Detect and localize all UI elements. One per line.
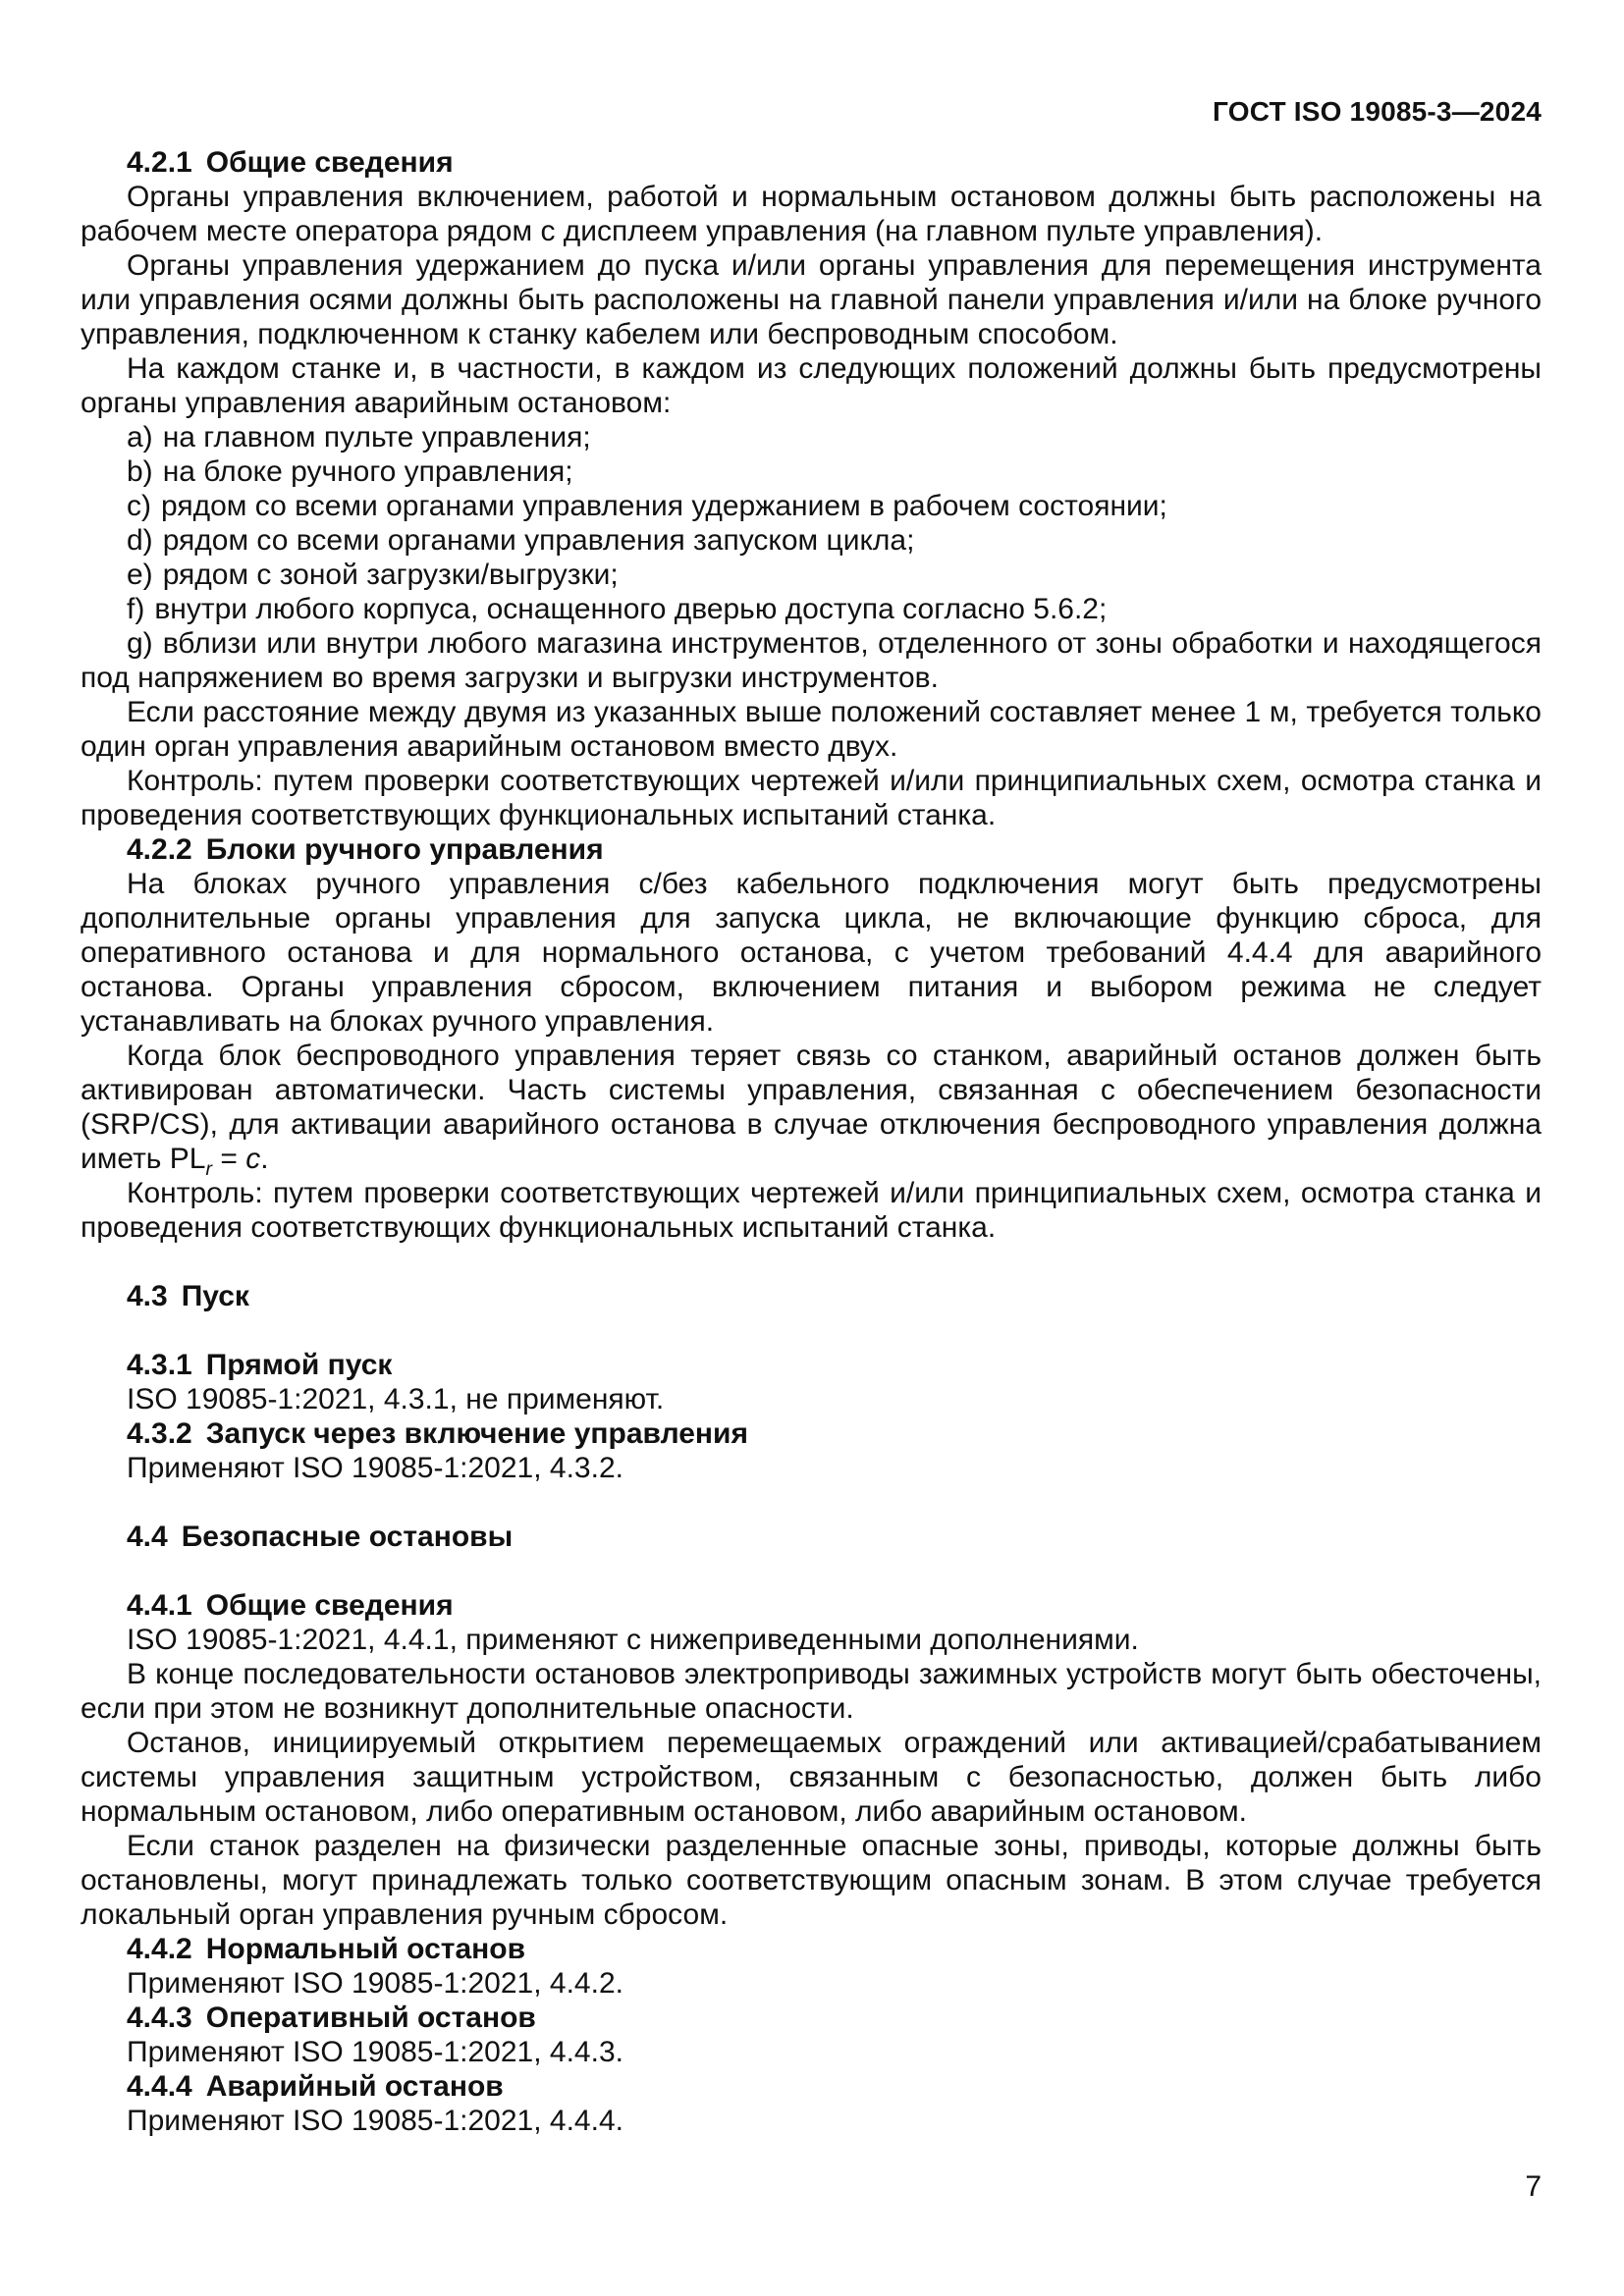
heading-4.4: 4.4 Безопасные остановы bbox=[127, 1521, 514, 1553]
list-item: g) вблизи или внутри любого магазина инструментов, отделенного от зоны обработки и находящегося под напряжением во время загрузки и выгрузки инструментов. bbox=[81, 627, 1542, 694]
heading-number: 4.4.4 bbox=[127, 2070, 192, 2103]
paragraph: В конце последовательности остановов электроприводы зажимных устройств могут быть обесточены, если при этом не возникнут дополнительные опасности. bbox=[81, 1658, 1542, 1725]
heading-number: 4.4.1 bbox=[127, 1589, 192, 1622]
paragraph: Контроль: путем проверки соответствующих чертежей и/или принципиальных схем, осмотра станка и проведения соответствующих функциональных испытаний станка. bbox=[81, 1177, 1542, 1244]
heading-4.3: 4.3 Пуск bbox=[127, 1280, 249, 1312]
list-marker: e) bbox=[127, 559, 153, 591]
heading-4.3.2: 4.3.2 Запуск через включение управления bbox=[127, 1417, 748, 1450]
list-item: f) внутри любого корпуса, оснащенного дверью доступа согласно 5.6.2; bbox=[127, 593, 1108, 625]
list-item: c) рядом со всеми органами управления удержанием в рабочем состоянии; bbox=[127, 490, 1167, 522]
list-marker: a) bbox=[127, 421, 153, 454]
heading-4.4.2: 4.4.2 Нормальный останов bbox=[127, 1933, 526, 1965]
list-item: b) на блоке ручного управления; bbox=[127, 455, 573, 488]
list-marker: c) bbox=[127, 490, 151, 522]
heading-4.3.1: 4.3.1 Прямой пуск bbox=[127, 1349, 393, 1381]
paragraph: Применяют ISO 19085-1:2021, 4.4.3. bbox=[127, 2036, 623, 2068]
paragraph: ISO 19085-1:2021, 4.4.1, применяют с нижеприведенными дополнениями. bbox=[127, 1624, 1139, 1656]
heading-number: 4.4.2 bbox=[127, 1933, 192, 1965]
document-content bbox=[81, 145, 1542, 2204]
list-marker: g) bbox=[127, 627, 153, 660]
paragraph: На каждом станке и, в частности, в каждом из следующих положений должны быть предусмотрены органы управления аварийным остановом: bbox=[81, 352, 1542, 419]
heading-4.2.1: 4.2.1 Общие сведения bbox=[127, 146, 454, 179]
heading-number: 4.3.1 bbox=[127, 1349, 192, 1381]
paragraph: Органы управления удержанием до пуска и/или органы управления для перемещения инструмента или управления осями должны быть расположены на главной панели управления и/или на блоке ручного управления, подключенном к станку кабелем или беспроводным способом. bbox=[81, 249, 1542, 350]
paragraph: Применяют ISO 19085-1:2021, 4.3.2. bbox=[127, 1452, 623, 1484]
heading-number: 4.2.2 bbox=[127, 833, 192, 866]
heading-4.4.3: 4.4.3 Оперативный останов bbox=[127, 2002, 536, 2034]
list-marker: d) bbox=[127, 524, 153, 557]
heading-4.4.1: 4.4.1 Общие сведения bbox=[127, 1589, 454, 1622]
heading-number: 4.4 bbox=[127, 1521, 168, 1553]
list-item: a) на главном пульте управления; bbox=[127, 421, 591, 454]
heading-number: 4.3.2 bbox=[127, 1417, 192, 1450]
paragraph: Если станок разделен на физически разделенные опасные зоны, приводы, которые должны быть остановлены, могут принадлежать только соответствующим опасным зонам. В этом случае требуется локальный орган управления ручным сбросом. bbox=[81, 1830, 1542, 1931]
heading-number: 4.3 bbox=[127, 1280, 168, 1312]
paragraph: Органы управления включением, работой и нормальным остановом должны быть расположены на рабочем месте оператора рядом с дисплеем управления (на главном пульте управления). bbox=[81, 181, 1542, 247]
paragraph: На блоках ручного управления с/без кабельного подключения могут быть предусмотрены дополнительные органы управления для запуска цикла, не включающие функцию сброса, для оперативного останова и для нормального останова, с учетом требований 4.4.4 для аварийного останова. Органы управления сбросом, включением питания и выбором режима не следует устанавливать на блоках ручного управления. bbox=[81, 868, 1542, 1038]
paragraph: Останов, инициируемый открытием перемещаемых ограждений или активацией/срабатыванием системы управления защитным устройством, связанным с безопасностью, должен быть либо нормальным остановом, либо оперативным остановом, либо аварийным остановом. bbox=[81, 1727, 1542, 1828]
list-marker: b) bbox=[127, 455, 153, 488]
paragraph: Контроль: путем проверки соответствующих чертежей и/или принципиальных схем, осмотра станка и проведения соответствующих функциональных испытаний станка. bbox=[81, 765, 1542, 831]
heading-number: 4.2.1 bbox=[127, 146, 192, 179]
paragraph: Применяют ISO 19085-1:2021, 4.4.4. bbox=[127, 2105, 623, 2137]
paragraph: Если расстояние между двумя из указанных выше положений составляет менее 1 м, требуется только один орган управления аварийным остановом вместо двух. bbox=[81, 696, 1542, 763]
doc-code: ГОСТ ISO 19085-3—2024 bbox=[1213, 96, 1542, 127]
page-number: 7 bbox=[1525, 2170, 1542, 2203]
paragraph: Применяют ISO 19085-1:2021, 4.4.2. bbox=[127, 1967, 623, 2000]
list-marker: f) bbox=[127, 593, 145, 625]
heading-4.2.2: 4.2.2 Блоки ручного управления bbox=[127, 833, 604, 866]
heading-number: 4.4.3 bbox=[127, 2002, 192, 2034]
document-blocks bbox=[81, 145, 1542, 2138]
list-item: d) рядом со всеми органами управления запуском цикла; bbox=[127, 524, 915, 557]
heading-4.4.4: 4.4.4 Аварийный останов bbox=[127, 2070, 504, 2103]
paragraph: Когда блок беспроводного управления теряет связь со станком, аварийный останов должен быть активирован автоматически. Часть системы управления, связанная с обеспечением безопасности (SRP/CS), для активации аварийного останова в случае отключения беспроводного управления должна иметь $PL_r = c$. bbox=[81, 1040, 1542, 1180]
list-item: e) рядом с зоной загрузки/выгрузки; bbox=[127, 559, 619, 591]
paragraph: ISO 19085-1:2021, 4.3.1, не применяют. bbox=[127, 1383, 665, 1415]
